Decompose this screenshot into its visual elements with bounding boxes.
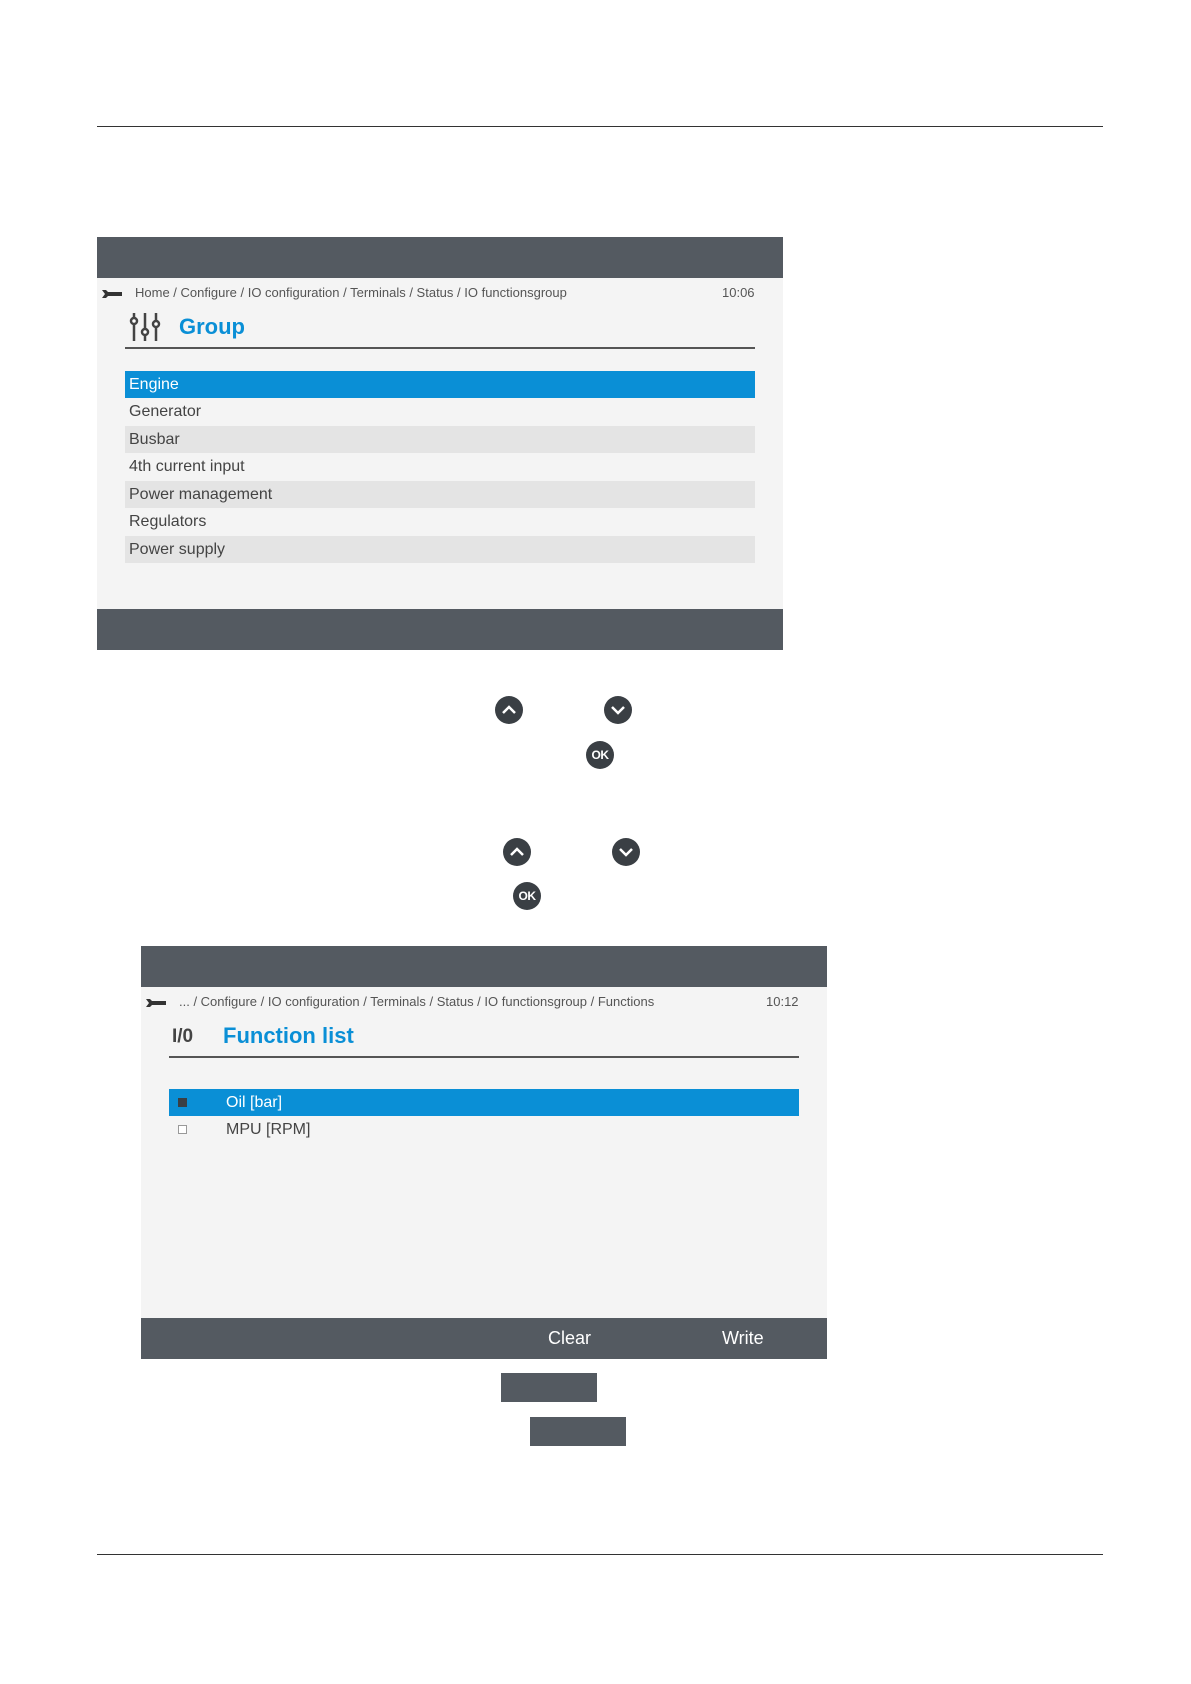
bottom-bar xyxy=(97,609,783,650)
chevron-down-icon[interactable] xyxy=(612,838,640,866)
wrench-icon xyxy=(145,996,167,1014)
softkey-button[interactable] xyxy=(501,1373,597,1402)
footer-rule xyxy=(97,1554,1103,1555)
list-item-power-supply[interactable]: Power supply xyxy=(125,536,755,563)
clear-button[interactable]: Clear xyxy=(548,1328,592,1348)
list-item-engine[interactable]: Engine xyxy=(125,371,755,398)
ok-icon[interactable]: OK xyxy=(586,741,614,769)
list-item-mpu[interactable] xyxy=(169,1116,799,1143)
list-item-regulators[interactable]: Regulators xyxy=(129,513,207,530)
list-item-4th-current-input[interactable]: 4th current input xyxy=(129,458,245,475)
list-item-label: MPU [RPM] xyxy=(226,1121,311,1138)
group-screen xyxy=(97,237,783,650)
title-divider xyxy=(125,347,755,349)
title-divider xyxy=(169,1056,799,1058)
header-rule xyxy=(97,126,1103,127)
clock: 10:06 xyxy=(722,285,755,300)
chevron-up-icon[interactable] xyxy=(495,696,523,724)
list-item-generator[interactable]: Generator xyxy=(129,403,202,420)
list-item-busbar[interactable]: Busbar xyxy=(125,426,755,453)
top-bar xyxy=(141,946,827,987)
clock: 10:12 xyxy=(766,994,799,1009)
write-button[interactable]: Write xyxy=(722,1328,764,1348)
breadcrumb[interactable]: ... / Configure / IO configuration / Terminals / Status / IO functionsgroup / Functions xyxy=(179,994,655,1009)
top-bar xyxy=(97,237,783,278)
checkbox-icon[interactable] xyxy=(178,1125,187,1134)
chevron-up-icon[interactable] xyxy=(503,838,531,866)
sliders-icon xyxy=(129,311,161,348)
page-title: Group xyxy=(179,314,245,339)
wrench-icon xyxy=(101,287,123,305)
list-item-oil[interactable] xyxy=(169,1089,799,1116)
ok-icon[interactable]: OK xyxy=(513,882,541,910)
list-item-power-management[interactable]: Power management xyxy=(125,481,755,508)
io-icon: I/0 xyxy=(172,1026,194,1047)
list-item-label: Oil [bar] xyxy=(226,1094,283,1111)
bottom-bar xyxy=(141,1318,827,1359)
softkey-button[interactable] xyxy=(530,1417,626,1446)
breadcrumb[interactable]: Home / Configure / IO configuration / Terminals / Status / IO functionsgroup xyxy=(135,285,567,300)
chevron-down-icon[interactable] xyxy=(604,696,632,724)
checkbox-icon[interactable] xyxy=(178,1098,187,1107)
function-list-screen xyxy=(141,946,827,1359)
page-title: Function list xyxy=(223,1023,354,1048)
